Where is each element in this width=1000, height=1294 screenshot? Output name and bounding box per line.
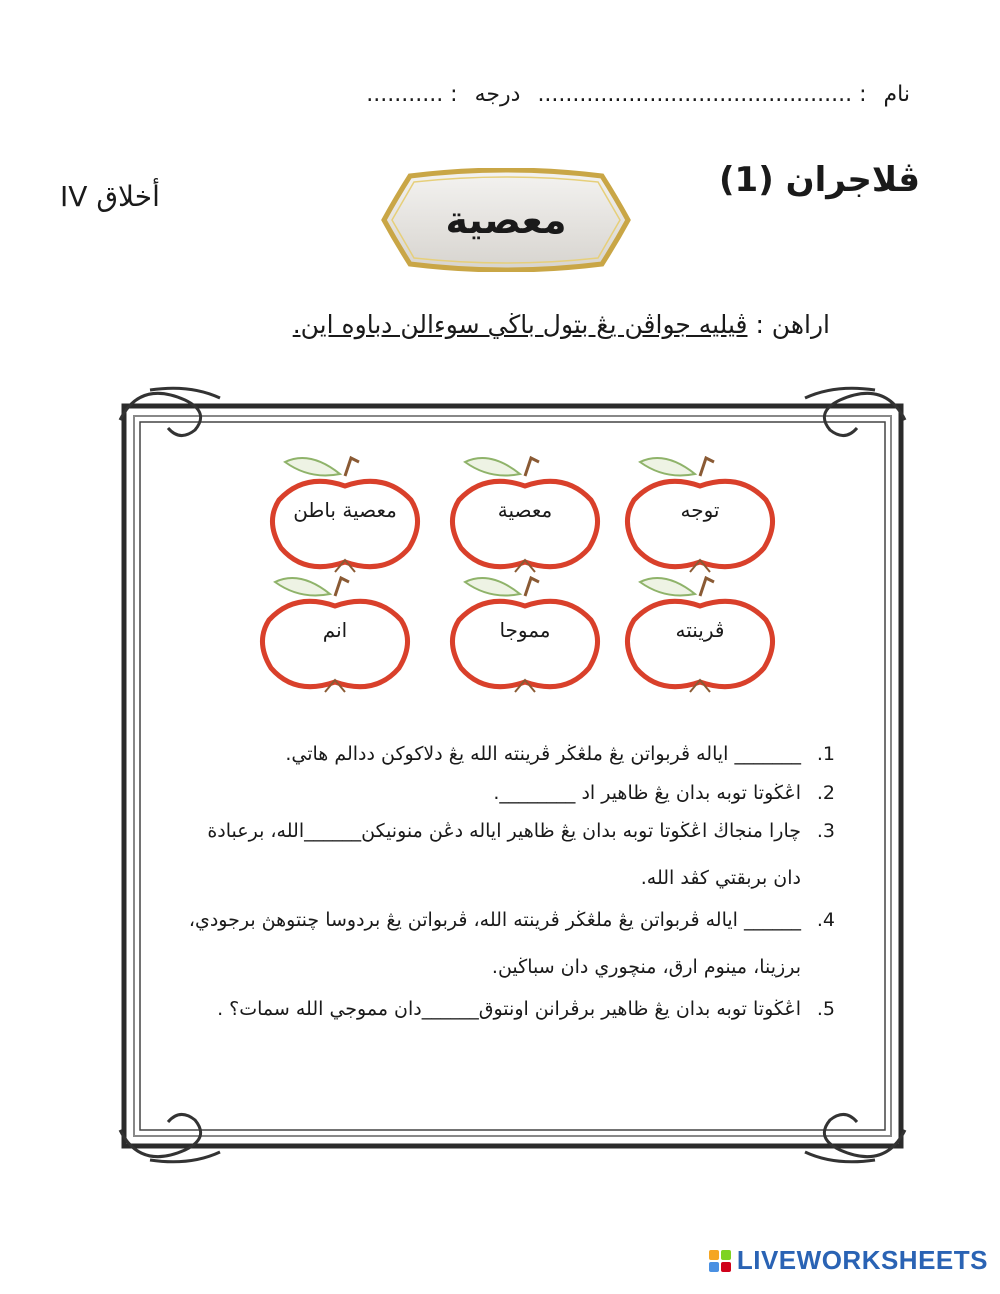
question-number: 1. [816,743,835,765]
question-text: اڠڬوتا توبه بدان يڠ ظاهير برڤرانن اونتوق______دان مموجي الله سمات؟ . [217,998,801,1020]
apple-choice[interactable] [265,452,425,582]
choice-label: معصية [497,498,553,522]
apple-choice[interactable] [445,572,605,702]
question-text: چارا منجاڬ اڠڬوتا توبه بدان يڠ ظاهير اياله دڠن منونيكن______الله، برعبادة [207,820,801,842]
banner-title: معصية [445,198,567,242]
name-field[interactable]: : ............................................. [537,82,867,107]
question-number: 5. [816,998,835,1020]
question-text: ______ اياله ڤربواتن يڠ ملڠڬر ڤرينته الله، ڤربواتن يڠ بردوسا چنتوهڽ برجودي، [188,909,801,931]
question-item[interactable] [145,995,835,1024]
question-item[interactable] [145,779,835,808]
instruction-label: اراهن : [755,310,830,339]
choice-label: معصية باطن [293,498,397,522]
choice-label: توجه [680,498,720,522]
name-label: نام [883,82,910,107]
liveworksheets-brand [709,1245,988,1276]
question-list [145,740,835,1034]
question-continuation: دان بربقتي كڤد الله. [640,866,801,889]
question-number: 4. [816,909,835,931]
apple-choice[interactable] [620,452,780,582]
choice-label: ڤرينته [675,618,725,642]
student-info-line [356,82,910,107]
instruction [293,310,830,339]
question-item[interactable] [145,906,835,981]
apple-choice[interactable] [445,452,605,582]
question-continuation: برزينا، مينوم ارق، منچوري دان سباڬين. [491,955,801,978]
question-item[interactable] [145,817,835,892]
class-label: درجه [474,82,521,107]
liveworksheets-logo-icon [709,1250,731,1272]
apple-choice[interactable] [255,572,415,702]
choice-label: انم [322,618,348,642]
choice-label: مموجا [499,618,551,642]
question-number: 3. [816,820,835,842]
question-text: اڠڬوتا توبه بدان يڠ ظاهير اد ________. [493,781,801,804]
question-item[interactable] [145,740,835,769]
title-banner [380,168,632,272]
apple-choice[interactable] [620,572,780,702]
instruction-text: ڤيليه جواڤن يڠ بتول باڬي سوءالن دباوه اين. [292,310,748,339]
question-number: 2. [816,781,835,804]
class-field[interactable]: : ........... [366,82,458,107]
lesson-title: ڤلاجران (1) [718,160,920,200]
subject-label: أخلاق IV [60,180,160,213]
brand-text: LIVEWORKSHEETS [736,1245,988,1275]
question-text: _______ اياله ڤربواتن يڠ ملڠڬر ڤرينته الله يڠ دلاكوكن ددالم هاتي. [285,743,801,765]
